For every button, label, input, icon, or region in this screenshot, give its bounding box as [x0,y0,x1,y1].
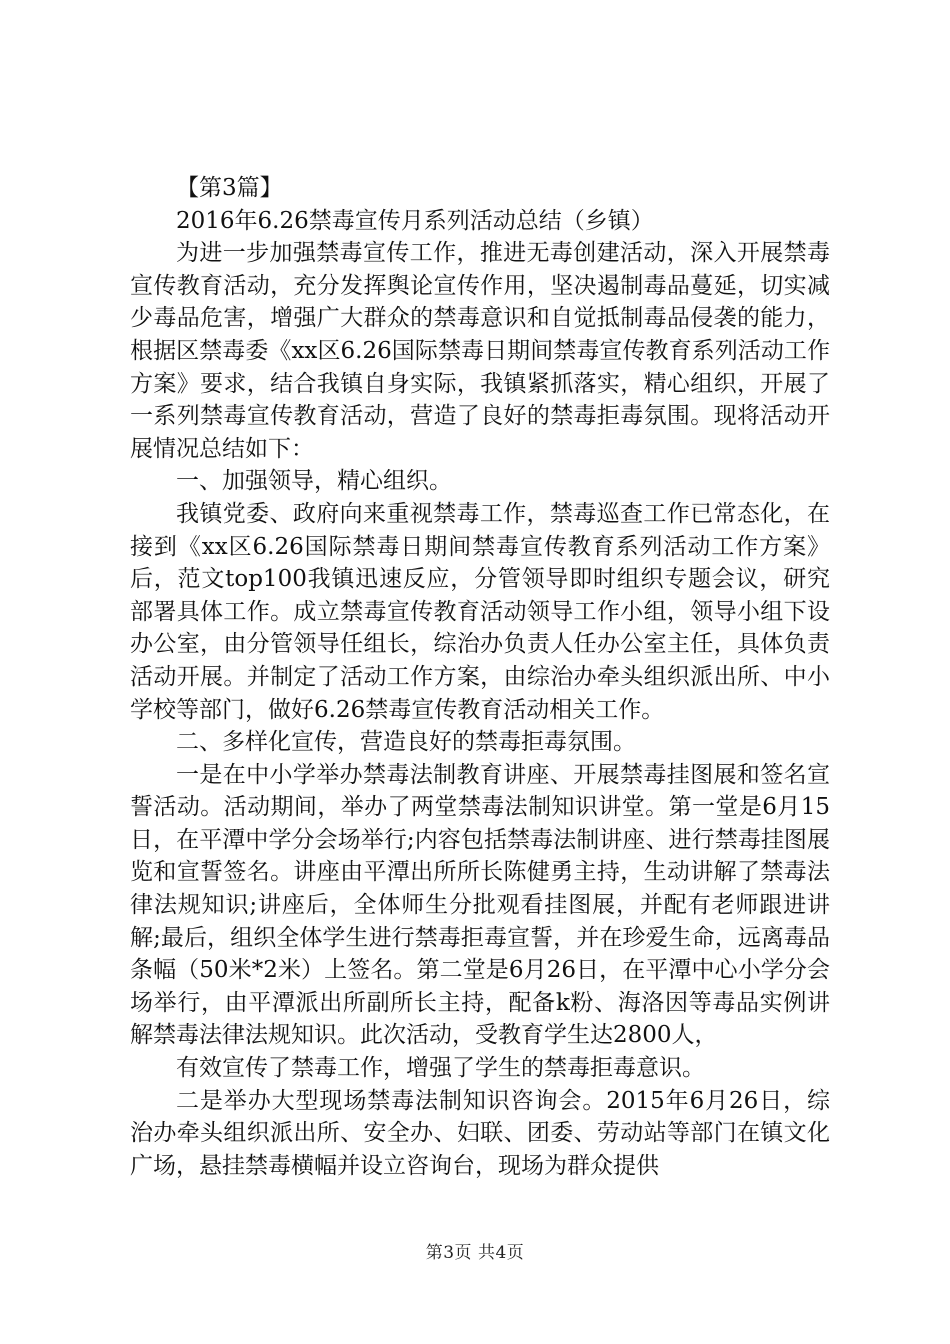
document-body [130,172,830,1182]
paragraph-school-lectures: 一是在中小学举办禁毒法制教育讲座、开展禁毒挂图展和签名宣誓活动。活动期间，举办了两堂禁毒法制知识讲堂。第一堂是6月15日，在平潭中学分会场举行;内容包括禁毒法制讲座、进行禁毒挂图展览和宣誓签名。讲座由平潭出所所长陈健勇主持，生动讲解了禁毒法律法规知识;讲座后，全体师生分批观看挂图展，并配有老师跟进讲解;最后，组织全体学生进行禁毒拒毒宣誓，并在珍爱生命，远离毒品条幅（50米*2米）上签名。第二堂是6月26日，在平潭中心小学分会场举行，由平潭派出所副所长主持，配备k粉、海洛因等毒品实例讲解禁毒法律法规知识。此次活动，受教育学生达2800人， [130,761,830,1049]
paragraph-leadership: 我镇党委、政府向来重视禁毒工作，禁毒巡查工作已常态化，在接到《xx区6.26国际禁毒日期间禁毒宣传教育系列活动工作方案》后，范文top100我镇迅速反应，分管领导即时组织专题会议，研究部署具体工作。成立禁毒宣传教育活动领导工作小组，领导小组下设办公室，由分管领导任组长，综治办负责人任办公室主任，具体负责活动开展。并制定了活动工作方案，由综治办牵头组织派出所、中小学校等部门，做好6.26禁毒宣传教育活动相关工作。 [130,500,830,723]
heading-leadership: 一、加强领导，精心组织。 [176,468,452,495]
page-number-footer: 第3页 共4页 [425,1243,525,1263]
heading-publicity: 二、多样化宣传，营造良好的禁毒拒毒氛围。 [176,729,636,756]
paragraph-consultation: 二是举办大型现场禁毒法制知识咨询会。2015年6月26日，综治办牵头组织派出所、安全办、妇联、团委、劳动站等部门在镇文化广场，悬挂禁毒横幅并设立咨询台，现场为群众提供 [130,1087,830,1179]
paragraph-intro: 为进一步加强禁毒宣传工作，推进无毒创建活动，深入开展禁毒宣传教育活动，充分发挥舆论宣传作用，坚决遏制毒品蔓延，切实减少毒品危害，增强广大群众的禁毒意识和自觉抵制毒品侵袭的能力，根据区禁毒委《xx区6.26国际禁毒日期间禁毒宣传教育系列活动工作方案》要求，结合我镇自身实际，我镇紧抓落实，精心组织，开展了一系列禁毒宣传教育活动，营造了良好的禁毒拒毒氛围。现将活动开展情况总结如下： [130,240,830,462]
document-title: 2016年6.26禁毒宣传月系列活动总结（乡镇） [176,207,654,234]
section-marker: 【第3篇】 [176,175,283,201]
paragraph-effect: 有效宣传了禁毒工作，增强了学生的禁毒拒毒意识。 [176,1055,705,1082]
